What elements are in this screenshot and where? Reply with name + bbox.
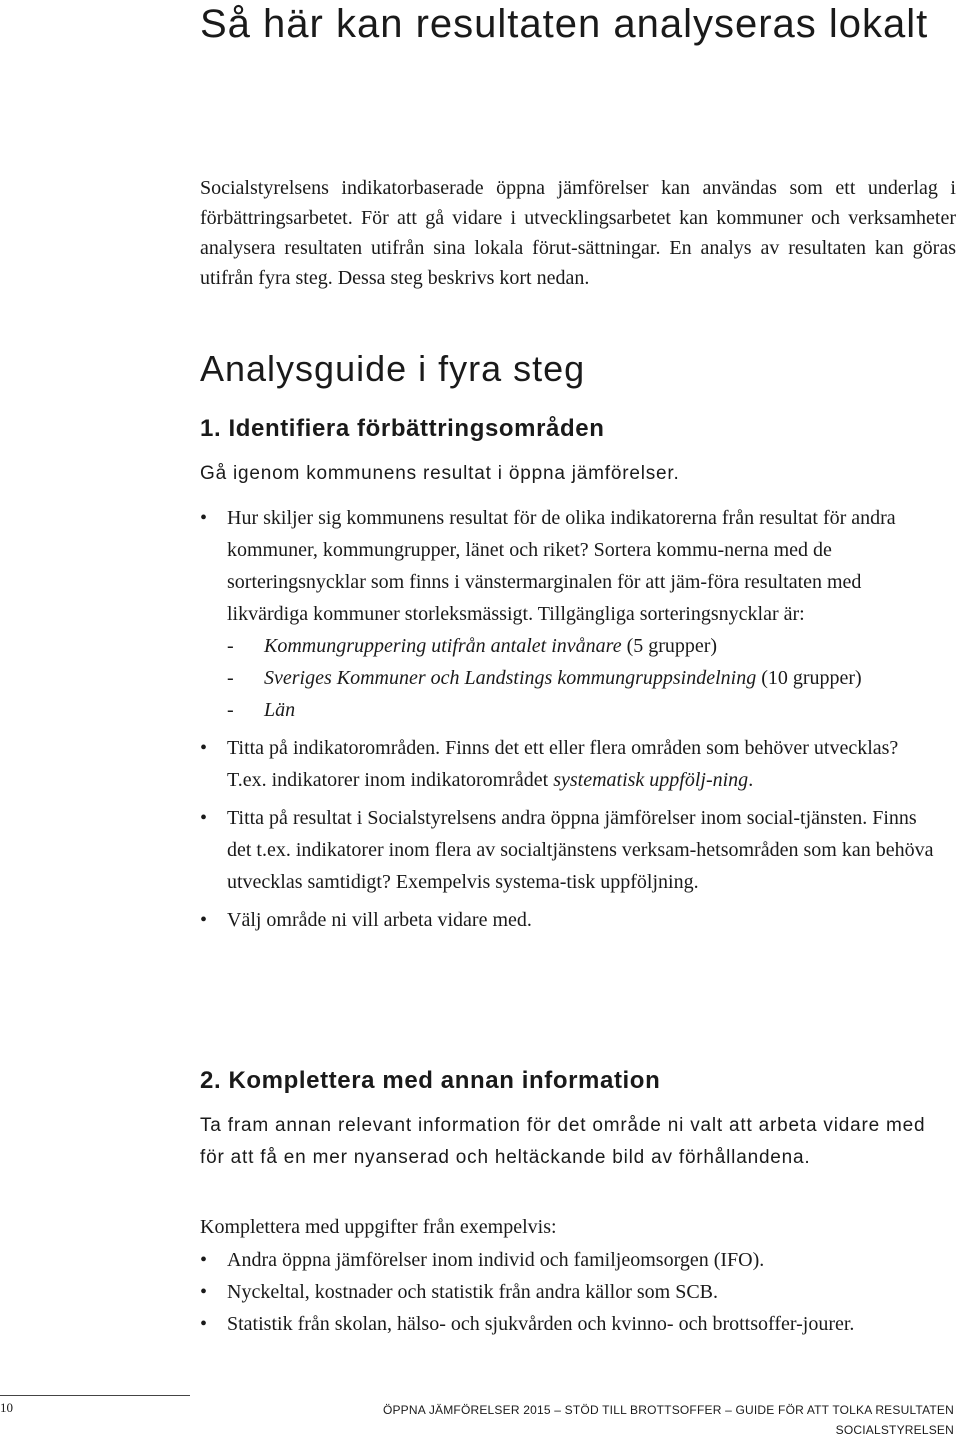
- bullet-glyph: •: [200, 1249, 208, 1271]
- step2-intro: Komplettera med uppgifter från exempelvis:: [200, 1216, 557, 1238]
- running-title: ÖPPNA JÄMFÖRELSER 2015 – STÖD TILL BROTTSOFFER – GUIDE FÖR ATT TOLKA RESULTATEN: [382, 1403, 954, 1417]
- sorting-key-name: Sveriges Kommuner och Landstings kommungruppsindelning: [264, 667, 757, 689]
- list-item: [227, 694, 940, 726]
- list-item: [200, 802, 940, 898]
- dash-glyph: -: [227, 635, 234, 657]
- bullet-glyph: •: [200, 507, 208, 529]
- dash-glyph: -: [227, 699, 234, 721]
- sorting-key-detail: (5 grupper): [621, 635, 718, 657]
- step1-lead: Gå igenom kommunens resultat i öppna jämförelser.: [200, 463, 680, 484]
- sorting-key-name: Kommungruppering utifrån antalet invånare: [264, 635, 622, 657]
- bullet-text-end: .: [748, 769, 754, 791]
- footer-rule: [0, 1395, 190, 1396]
- bullet-glyph: •: [200, 1313, 208, 1335]
- bullet-text: Välj område ni vill arbeta vidare med.: [227, 909, 532, 931]
- bullet-glyph: •: [200, 909, 208, 931]
- page-title: Så här kan resultaten analyseras lokalt: [200, 2, 929, 46]
- publisher-name: SOCIALSTYRELSEN: [835, 1423, 954, 1437]
- bullet-glyph: •: [200, 737, 208, 759]
- step2-bullet-list: [200, 1244, 940, 1340]
- bullet-glyph: •: [200, 1281, 208, 1303]
- step1-bullet-list: [200, 502, 940, 936]
- sorting-key-name: Län: [264, 699, 296, 721]
- bullet-italic-text: systematisk uppfölj-ning: [553, 769, 749, 791]
- list-item: [200, 732, 940, 796]
- list-item: [200, 1244, 940, 1276]
- list-item: [200, 1308, 940, 1340]
- guide-heading: Analysguide i fyra steg: [200, 348, 586, 389]
- footer-running-title: [383, 1400, 954, 1440]
- step1-heading: 1. Identifiera förbättringsområden: [200, 415, 605, 442]
- dash-glyph: -: [227, 667, 234, 689]
- list-item: [227, 662, 940, 694]
- step2-heading: 2. Komplettera med annan information: [200, 1067, 661, 1094]
- intro-paragraph: Socialstyrelsens indikatorbaserade öppna jämförelser kan användas som ett underlag i förbättringsarbetet. För att gå vidare i utvecklingsarbetet kan kommuner och verksamheter analysera resultaten utifrån sina lokala förut-sättningar. En analys av resultaten kan göras utifrån fyra steg. Dessa steg beskrivs kort nedan.: [200, 177, 956, 289]
- list-item: [200, 1276, 940, 1308]
- step2-lead: Ta fram annan relevant information för det område ni valt att arbeta vidare med för att få en mer nyanserad och heltäckande bild av förhållandena.: [200, 1115, 926, 1168]
- list-item: [227, 630, 940, 662]
- bullet-text: Hur skiljer sig kommunens resultat för de olika indikatorerna från resultat för andra kommuner, kommungrupper, länet och riket? Sortera kommu-nerna med de sorteringsnycklar som finns i vänstermarginalen för att jäm-föra resultaten med likvärdiga kommuner storleksmässigt. Tillgängliga sorteringsnycklar är:: [227, 507, 896, 625]
- sorting-key-detail: (10 grupper): [756, 667, 862, 689]
- list-item: [200, 904, 940, 936]
- sorting-key-list: [227, 630, 940, 726]
- bullet-text: Titta på indikatorområden. Finns det ett eller flera områden som behöver utvecklas? T.ex. indikatorer inom indikatorområdet: [227, 737, 899, 791]
- bullet-text: Statistik från skolan, hälso- och sjukvården och kvinno- och brottsoffer-jourer.: [227, 1313, 855, 1335]
- bullet-text: Andra öppna jämförelser inom individ och familjeomsorgen (IFO).: [227, 1249, 765, 1271]
- page-number: 10: [0, 1400, 13, 1415]
- bullet-text: Titta på resultat i Socialstyrelsens andra öppna jämförelser inom social-tjänsten. Finns det t.ex. indikatorer inom flera av socialtjänstens verksam-hetsområden som kan behöva utvecklas samtidigt? Exempelvis systema-tisk uppföljning.: [227, 807, 934, 893]
- bullet-text: Nyckeltal, kostnader och statistik från andra källor som SCB.: [227, 1281, 719, 1303]
- list-item: [200, 502, 940, 726]
- bullet-glyph: •: [200, 807, 208, 829]
